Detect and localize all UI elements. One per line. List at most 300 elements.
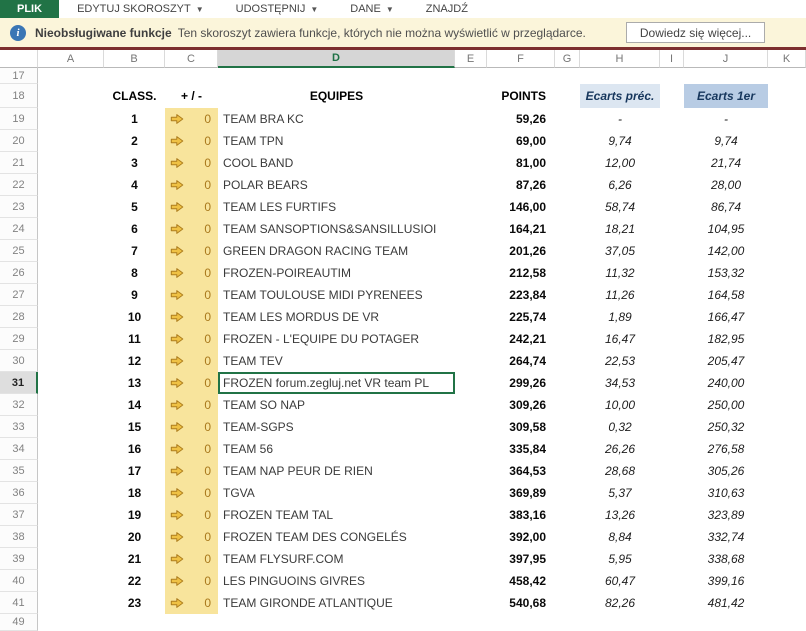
cell-E28[interactable] <box>455 306 487 328</box>
cell-A27[interactable] <box>38 284 104 306</box>
cell-E37[interactable] <box>455 504 487 526</box>
cell-B17[interactable] <box>104 68 165 84</box>
ecart-prec-cell[interactable]: 12,00 <box>580 152 660 174</box>
points-cell[interactable]: 164,21 <box>487 218 555 240</box>
points-cell[interactable]: 223,84 <box>487 284 555 306</box>
cell-A40[interactable] <box>38 570 104 592</box>
cell-E41[interactable] <box>455 592 487 614</box>
cell-G26[interactable] <box>555 262 580 284</box>
points-cell[interactable]: 69,00 <box>487 130 555 152</box>
cell-I26[interactable] <box>660 262 684 284</box>
class-cell[interactable]: 16 <box>104 438 165 460</box>
cell-K36[interactable] <box>768 482 806 504</box>
cell-K41[interactable] <box>768 592 806 614</box>
delta-cell[interactable] <box>165 460 218 482</box>
cell-E18[interactable] <box>455 84 487 108</box>
points-cell[interactable]: 59,26 <box>487 108 555 130</box>
cell-C49[interactable] <box>165 614 218 631</box>
points-cell[interactable]: 383,16 <box>487 504 555 526</box>
cell-I22[interactable] <box>660 174 684 196</box>
ecart-1er-cell[interactable]: 332,74 <box>684 526 768 548</box>
cell-D49[interactable] <box>218 614 455 631</box>
row-header-40[interactable]: 40 <box>0 570 38 592</box>
cell-I37[interactable] <box>660 504 684 526</box>
team-cell[interactable]: TEAM TEV <box>218 350 455 372</box>
cell-K34[interactable] <box>768 438 806 460</box>
team-cell[interactable]: TGVA <box>218 482 455 504</box>
ecart-1er-cell[interactable]: 166,47 <box>684 306 768 328</box>
class-cell[interactable]: 18 <box>104 482 165 504</box>
cell-E26[interactable] <box>455 262 487 284</box>
class-cell[interactable]: 2 <box>104 130 165 152</box>
column-header-I[interactable]: I <box>660 50 684 68</box>
cell-G37[interactable] <box>555 504 580 526</box>
ecart-1er-cell[interactable]: 21,74 <box>684 152 768 174</box>
points-cell[interactable]: 299,26 <box>487 372 555 394</box>
class-cell[interactable]: 23 <box>104 592 165 614</box>
ecart-prec-cell[interactable]: 8,84 <box>580 526 660 548</box>
class-cell[interactable]: 6 <box>104 218 165 240</box>
menu-znajdz[interactable] <box>416 0 478 18</box>
ecart-1er-cell[interactable]: 399,16 <box>684 570 768 592</box>
ecart-prec-cell[interactable]: 11,32 <box>580 262 660 284</box>
cell-E33[interactable] <box>455 416 487 438</box>
column-header-F[interactable]: F <box>487 50 555 68</box>
cell-E27[interactable] <box>455 284 487 306</box>
delta-cell[interactable] <box>165 394 218 416</box>
cell-F49[interactable] <box>487 614 555 631</box>
team-cell[interactable]: TEAM BRA KC <box>218 108 455 130</box>
points-cell[interactable]: 309,26 <box>487 394 555 416</box>
row-header-41[interactable]: 41 <box>0 592 38 614</box>
row-header-23[interactable]: 23 <box>0 196 38 218</box>
cell-K20[interactable] <box>768 130 806 152</box>
delta-cell[interactable] <box>165 174 218 196</box>
cell-K21[interactable] <box>768 152 806 174</box>
points-cell[interactable]: 540,68 <box>487 592 555 614</box>
cell-A35[interactable] <box>38 460 104 482</box>
points-cell[interactable]: 392,00 <box>487 526 555 548</box>
select-all-corner[interactable] <box>0 50 38 68</box>
ecart-1er-cell[interactable]: 250,32 <box>684 416 768 438</box>
cell-H49[interactable] <box>580 614 660 631</box>
menu-udostepnij[interactable] <box>226 0 329 18</box>
cell-A34[interactable] <box>38 438 104 460</box>
cell-E25[interactable] <box>455 240 487 262</box>
row-header-36[interactable]: 36 <box>0 482 38 504</box>
cell-G30[interactable] <box>555 350 580 372</box>
team-cell[interactable]: FROZEN - L'EQUIPE DU POTAGER <box>218 328 455 350</box>
cell-K18[interactable] <box>768 84 806 108</box>
ecart-1er-cell[interactable]: 86,74 <box>684 196 768 218</box>
cell-G36[interactable] <box>555 482 580 504</box>
class-cell[interactable]: 14 <box>104 394 165 416</box>
cell-E19[interactable] <box>455 108 487 130</box>
points-cell[interactable]: 242,21 <box>487 328 555 350</box>
cell-G40[interactable] <box>555 570 580 592</box>
cell-G32[interactable] <box>555 394 580 416</box>
delta-cell[interactable] <box>165 262 218 284</box>
ecart-prec-cell[interactable]: 58,74 <box>580 196 660 218</box>
ecart-prec-cell[interactable]: 60,47 <box>580 570 660 592</box>
delta-cell[interactable] <box>165 284 218 306</box>
ecart-prec-cell[interactable]: 13,26 <box>580 504 660 526</box>
ecart-1er-cell[interactable]: 153,32 <box>684 262 768 284</box>
column-header-D[interactable]: D <box>218 50 455 68</box>
ecart-1er-cell[interactable]: - <box>684 108 768 130</box>
delta-cell[interactable] <box>165 108 218 130</box>
column-header-K[interactable]: K <box>768 50 806 68</box>
cell-I41[interactable] <box>660 592 684 614</box>
cell-K23[interactable] <box>768 196 806 218</box>
delta-cell[interactable] <box>165 482 218 504</box>
cell-G38[interactable] <box>555 526 580 548</box>
cell-A31[interactable] <box>38 372 104 394</box>
cell-I23[interactable] <box>660 196 684 218</box>
row-header-38[interactable]: 38 <box>0 526 38 548</box>
class-cell[interactable]: 12 <box>104 350 165 372</box>
cell-I19[interactable] <box>660 108 684 130</box>
ecart-prec-cell[interactable]: 28,68 <box>580 460 660 482</box>
cell-K40[interactable] <box>768 570 806 592</box>
ecart-prec-cell[interactable]: 10,00 <box>580 394 660 416</box>
ecart-prec-cell[interactable]: 16,47 <box>580 328 660 350</box>
team-cell[interactable]: TEAM 56 <box>218 438 455 460</box>
ecart-1er-cell[interactable]: 9,74 <box>684 130 768 152</box>
cell-K19[interactable] <box>768 108 806 130</box>
row-header-32[interactable]: 32 <box>0 394 38 416</box>
team-cell[interactable]: TEAM LES FURTIFS <box>218 196 455 218</box>
cell-A41[interactable] <box>38 592 104 614</box>
menu-dane[interactable] <box>340 0 403 18</box>
cell-A33[interactable] <box>38 416 104 438</box>
class-cell[interactable]: 9 <box>104 284 165 306</box>
cell-G18[interactable] <box>555 84 580 108</box>
class-cell[interactable]: 13 <box>104 372 165 394</box>
cell-K32[interactable] <box>768 394 806 416</box>
class-cell[interactable]: 7 <box>104 240 165 262</box>
ecart-1er-cell[interactable]: 104,95 <box>684 218 768 240</box>
cell-K33[interactable] <box>768 416 806 438</box>
class-cell[interactable]: 3 <box>104 152 165 174</box>
cell-A28[interactable] <box>38 306 104 328</box>
cell-A19[interactable] <box>38 108 104 130</box>
ecart-1er-cell[interactable]: 164,58 <box>684 284 768 306</box>
ecart-1er-cell[interactable]: 276,58 <box>684 438 768 460</box>
row-header-27[interactable]: 27 <box>0 284 38 306</box>
delta-cell[interactable] <box>165 350 218 372</box>
cell-K26[interactable] <box>768 262 806 284</box>
cell-B49[interactable] <box>104 614 165 631</box>
points-cell[interactable]: 81,00 <box>487 152 555 174</box>
cell-A38[interactable] <box>38 526 104 548</box>
team-cell[interactable]: TEAM NAP PEUR DE RIEN <box>218 460 455 482</box>
cell-D17[interactable] <box>218 68 455 84</box>
cell-G31[interactable] <box>555 372 580 394</box>
cell-K24[interactable] <box>768 218 806 240</box>
column-header-C[interactable]: C <box>165 50 218 68</box>
points-cell[interactable]: 309,58 <box>487 416 555 438</box>
cell-I25[interactable] <box>660 240 684 262</box>
ecart-prec-cell[interactable]: 5,95 <box>580 548 660 570</box>
row-header-26[interactable]: 26 <box>0 262 38 284</box>
menu-plik[interactable]: PLIK <box>0 0 59 18</box>
row-header-28[interactable]: 28 <box>0 306 38 328</box>
cell-G28[interactable] <box>555 306 580 328</box>
cell-E49[interactable] <box>455 614 487 631</box>
delta-cell[interactable] <box>165 218 218 240</box>
class-cell[interactable]: 20 <box>104 526 165 548</box>
row-header-19[interactable]: 19 <box>0 108 38 130</box>
cell-G19[interactable] <box>555 108 580 130</box>
cell-A25[interactable] <box>38 240 104 262</box>
row-header-35[interactable]: 35 <box>0 460 38 482</box>
cell-E30[interactable] <box>455 350 487 372</box>
cell-K29[interactable] <box>768 328 806 350</box>
cell-K30[interactable] <box>768 350 806 372</box>
ecart-prec-cell[interactable]: 18,21 <box>580 218 660 240</box>
cell-K38[interactable] <box>768 526 806 548</box>
cell-I18[interactable] <box>660 84 684 108</box>
cell-F17[interactable] <box>487 68 555 84</box>
header-points[interactable]: POINTS <box>487 84 555 108</box>
delta-cell[interactable] <box>165 570 218 592</box>
cell-I24[interactable] <box>660 218 684 240</box>
row-header-31[interactable]: 31 <box>0 372 38 394</box>
cell-G23[interactable] <box>555 196 580 218</box>
cell-E36[interactable] <box>455 482 487 504</box>
cell-E24[interactable] <box>455 218 487 240</box>
cell-I30[interactable] <box>660 350 684 372</box>
cell-G24[interactable] <box>555 218 580 240</box>
ecart-1er-cell[interactable]: 182,95 <box>684 328 768 350</box>
delta-cell[interactable] <box>165 130 218 152</box>
cell-E21[interactable] <box>455 152 487 174</box>
cell-G25[interactable] <box>555 240 580 262</box>
ecart-1er-cell[interactable]: 481,42 <box>684 592 768 614</box>
header-equipes[interactable]: EQUIPES <box>218 84 455 108</box>
cell-H17[interactable] <box>580 68 660 84</box>
ecart-1er-cell[interactable]: 28,00 <box>684 174 768 196</box>
cell-I39[interactable] <box>660 548 684 570</box>
cell-G41[interactable] <box>555 592 580 614</box>
cell-K25[interactable] <box>768 240 806 262</box>
cell-I31[interactable] <box>660 372 684 394</box>
ecart-prec-cell[interactable]: - <box>580 108 660 130</box>
team-cell[interactable]: TEAM TOULOUSE MIDI PYRENEES <box>218 284 455 306</box>
class-cell[interactable]: 11 <box>104 328 165 350</box>
cell-I17[interactable] <box>660 68 684 84</box>
column-header-J[interactable]: J <box>684 50 768 68</box>
ecart-1er-cell[interactable]: 142,00 <box>684 240 768 262</box>
cell-A49[interactable] <box>38 614 104 631</box>
class-cell[interactable]: 17 <box>104 460 165 482</box>
cell-G22[interactable] <box>555 174 580 196</box>
cell-K49[interactable] <box>768 614 806 631</box>
cell-I36[interactable] <box>660 482 684 504</box>
cell-G20[interactable] <box>555 130 580 152</box>
cell-I33[interactable] <box>660 416 684 438</box>
delta-cell[interactable] <box>165 592 218 614</box>
points-cell[interactable]: 264,74 <box>487 350 555 372</box>
cell-A29[interactable] <box>38 328 104 350</box>
ecart-prec-cell[interactable]: 37,05 <box>580 240 660 262</box>
team-cell[interactable]: POLAR BEARS <box>218 174 455 196</box>
cell-K37[interactable] <box>768 504 806 526</box>
delta-cell[interactable] <box>165 240 218 262</box>
delta-cell[interactable] <box>165 548 218 570</box>
cell-E34[interactable] <box>455 438 487 460</box>
cell-I38[interactable] <box>660 526 684 548</box>
cell-E23[interactable] <box>455 196 487 218</box>
team-cell-selected[interactable]: FROZEN forum.zegluj.net VR team PL <box>218 372 455 394</box>
cell-A18[interactable] <box>38 84 104 108</box>
class-cell[interactable]: 8 <box>104 262 165 284</box>
cell-K22[interactable] <box>768 174 806 196</box>
team-cell[interactable]: TEAM TPN <box>218 130 455 152</box>
menu-edytuj-skoroszyt[interactable] <box>67 0 214 18</box>
cell-I28[interactable] <box>660 306 684 328</box>
cell-E40[interactable] <box>455 570 487 592</box>
ecart-1er-cell[interactable]: 310,63 <box>684 482 768 504</box>
ecart-prec-cell[interactable]: 22,53 <box>580 350 660 372</box>
cell-I32[interactable] <box>660 394 684 416</box>
cell-I20[interactable] <box>660 130 684 152</box>
cell-G35[interactable] <box>555 460 580 482</box>
header-ecarts-1er[interactable]: Ecarts 1er <box>684 84 768 108</box>
ecart-1er-cell[interactable]: 305,26 <box>684 460 768 482</box>
row-header-30[interactable]: 30 <box>0 350 38 372</box>
ecart-1er-cell[interactable]: 205,47 <box>684 350 768 372</box>
class-cell[interactable]: 10 <box>104 306 165 328</box>
header-plus-minus[interactable]: + / - <box>180 89 202 103</box>
cell-K17[interactable] <box>768 68 806 84</box>
ecart-prec-cell[interactable]: 0,32 <box>580 416 660 438</box>
delta-cell[interactable] <box>165 328 218 350</box>
class-cell[interactable]: 15 <box>104 416 165 438</box>
cell-I49[interactable] <box>660 614 684 631</box>
team-cell[interactable]: TEAM GIRONDE ATLANTIQUE <box>218 592 455 614</box>
class-cell[interactable]: 19 <box>104 504 165 526</box>
cell-I21[interactable] <box>660 152 684 174</box>
cell-A36[interactable] <box>38 482 104 504</box>
cell-E35[interactable] <box>455 460 487 482</box>
ecart-1er-cell[interactable]: 250,00 <box>684 394 768 416</box>
delta-cell[interactable] <box>165 438 218 460</box>
cell-A24[interactable] <box>38 218 104 240</box>
cell-A39[interactable] <box>38 548 104 570</box>
column-header-A[interactable]: A <box>38 50 104 68</box>
delta-cell[interactable] <box>165 196 218 218</box>
ecart-prec-cell[interactable]: 6,26 <box>580 174 660 196</box>
cell-I40[interactable] <box>660 570 684 592</box>
cell-G29[interactable] <box>555 328 580 350</box>
team-cell[interactable]: TEAM SANSOPTIONS&SANSILLUSIOI <box>218 218 455 240</box>
row-header-24[interactable]: 24 <box>0 218 38 240</box>
cell-I27[interactable] <box>660 284 684 306</box>
cell-A21[interactable] <box>38 152 104 174</box>
cell-G27[interactable] <box>555 284 580 306</box>
cell-E22[interactable] <box>455 174 487 196</box>
delta-cell[interactable] <box>165 416 218 438</box>
row-header-25[interactable]: 25 <box>0 240 38 262</box>
cell-G21[interactable] <box>555 152 580 174</box>
cell-K39[interactable] <box>768 548 806 570</box>
cell-I35[interactable] <box>660 460 684 482</box>
team-cell[interactable]: TEAM-SGPS <box>218 416 455 438</box>
column-header-E[interactable]: E <box>455 50 487 68</box>
cell-A23[interactable] <box>38 196 104 218</box>
points-cell[interactable]: 364,53 <box>487 460 555 482</box>
cell-K31[interactable] <box>768 372 806 394</box>
points-cell[interactable]: 87,26 <box>487 174 555 196</box>
cell-G39[interactable] <box>555 548 580 570</box>
points-cell[interactable]: 458,42 <box>487 570 555 592</box>
class-cell[interactable]: 22 <box>104 570 165 592</box>
cell-A32[interactable] <box>38 394 104 416</box>
ecart-prec-cell[interactable]: 11,26 <box>580 284 660 306</box>
column-header-G[interactable]: G <box>555 50 580 68</box>
team-cell[interactable]: TEAM LES MORDUS DE VR <box>218 306 455 328</box>
header-class[interactable]: CLASS. <box>104 84 165 108</box>
delta-cell[interactable] <box>165 526 218 548</box>
ecart-1er-cell[interactable]: 240,00 <box>684 372 768 394</box>
team-cell[interactable]: FROZEN TEAM DES CONGELÉS <box>218 526 455 548</box>
delta-cell[interactable] <box>165 504 218 526</box>
cell-K27[interactable] <box>768 284 806 306</box>
points-cell[interactable]: 146,00 <box>487 196 555 218</box>
row-header-37[interactable]: 37 <box>0 504 38 526</box>
team-cell[interactable]: FROZEN-POIREAUTIM <box>218 262 455 284</box>
team-cell[interactable]: LES PINGUOINS GIVRES <box>218 570 455 592</box>
cell-A26[interactable] <box>38 262 104 284</box>
row-header-21[interactable]: 21 <box>0 152 38 174</box>
ecart-prec-cell[interactable]: 5,37 <box>580 482 660 504</box>
cell-A22[interactable] <box>38 174 104 196</box>
column-header-B[interactable]: B <box>104 50 165 68</box>
cell-G49[interactable] <box>555 614 580 631</box>
team-cell[interactable]: TEAM SO NAP <box>218 394 455 416</box>
cell-E31[interactable] <box>455 372 487 394</box>
cell-E17[interactable] <box>455 68 487 84</box>
row-header-34[interactable]: 34 <box>0 438 38 460</box>
team-cell[interactable]: FROZEN TEAM TAL <box>218 504 455 526</box>
row-header-29[interactable]: 29 <box>0 328 38 350</box>
class-cell[interactable]: 5 <box>104 196 165 218</box>
learn-more-button[interactable]: Dowiedz się więcej... <box>626 22 765 43</box>
row-header-17[interactable]: 17 <box>0 68 38 84</box>
cell-K35[interactable] <box>768 460 806 482</box>
cell-J49[interactable] <box>684 614 768 631</box>
team-cell[interactable]: GREEN DRAGON RACING TEAM <box>218 240 455 262</box>
row-header-20[interactable]: 20 <box>0 130 38 152</box>
cell-K28[interactable] <box>768 306 806 328</box>
points-cell[interactable]: 201,26 <box>487 240 555 262</box>
delta-cell[interactable] <box>165 152 218 174</box>
cell-G33[interactable] <box>555 416 580 438</box>
row-header-39[interactable]: 39 <box>0 548 38 570</box>
points-cell[interactable]: 369,89 <box>487 482 555 504</box>
cell-E32[interactable] <box>455 394 487 416</box>
cell-A17[interactable] <box>38 68 104 84</box>
cell-I29[interactable] <box>660 328 684 350</box>
header-ecarts-prec[interactable]: Ecarts préc. <box>580 84 660 108</box>
cell-E39[interactable] <box>455 548 487 570</box>
class-cell[interactable]: 1 <box>104 108 165 130</box>
ecart-prec-cell[interactable]: 9,74 <box>580 130 660 152</box>
cell-A30[interactable] <box>38 350 104 372</box>
points-cell[interactable]: 212,58 <box>487 262 555 284</box>
